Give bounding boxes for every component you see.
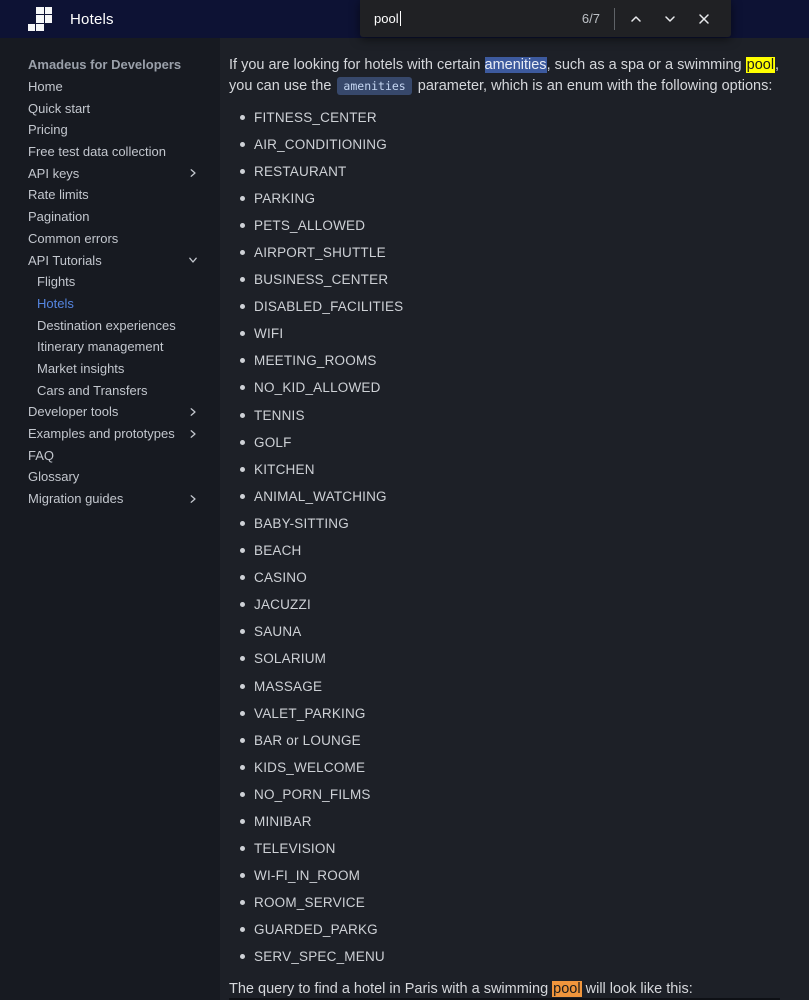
page-title: Hotels [70, 10, 114, 28]
find-query-text: pool [374, 11, 399, 26]
sidebar-nav [0, 38, 220, 1000]
amenity-label: SAUNA [254, 624, 302, 640]
sidebar-item-free-test-data-collection[interactable] [0, 141, 220, 163]
sidebar-item-destination-experiences[interactable] [0, 314, 220, 336]
amenity-label: VALET_PARKING [254, 705, 366, 721]
amenity-label: BAR or LOUNGE [254, 732, 361, 748]
amenity-item-television [229, 835, 780, 862]
sidebar-item-label: Free test data collection [28, 144, 167, 160]
sidebar-item-glossary[interactable] [0, 466, 220, 488]
bullet-icon [240, 304, 245, 309]
sidebar-item-hotels[interactable] [0, 293, 220, 315]
amenity-label: DISABLED_FACILITIES [254, 299, 404, 315]
close-icon [697, 12, 711, 26]
amenity-item-animal-watching [229, 483, 780, 510]
amenity-item-sauna [229, 618, 780, 645]
sidebar-item-api-tutorials[interactable] [0, 249, 220, 271]
amenity-item-airport-shuttle [229, 239, 780, 266]
sidebar-item-label: Flights [37, 274, 76, 290]
sidebar-item-label: Hotels [37, 295, 74, 311]
bullet-icon [240, 467, 245, 472]
sidebar-item-label: FAQ [28, 447, 55, 463]
sidebar-item-label: Migration guides [28, 491, 124, 507]
bullet-icon [240, 927, 245, 932]
amenity-item-beach [229, 537, 780, 564]
amenity-label: BUSINESS_CENTER [254, 272, 389, 288]
find-match-counter: 6/7 [581, 11, 600, 26]
bullet-icon [240, 954, 245, 959]
sidebar-item-label: Market insights [37, 360, 125, 376]
sidebar-item-label: API keys [28, 165, 80, 181]
bullet-icon [240, 115, 245, 120]
bullet-icon [240, 711, 245, 716]
amenity-item-jacuzzi [229, 591, 780, 618]
sidebar-item-common-errors[interactable] [0, 228, 220, 250]
amenity-label: GOLF [254, 434, 292, 450]
bullet-icon [240, 331, 245, 336]
amenity-item-no-porn-films [229, 781, 780, 808]
sidebar-item-pricing[interactable] [0, 119, 220, 141]
sidebar-item-quick-start[interactable] [0, 97, 220, 119]
amenity-label: MASSAGE [254, 678, 323, 694]
bullet-icon [240, 358, 245, 363]
sidebar-item-label: Rate limits [28, 187, 89, 203]
amenity-label: CASINO [254, 570, 307, 586]
amenity-item-tennis [229, 402, 780, 429]
find-next-button[interactable] [653, 3, 687, 35]
sidebar-item-developer-tools[interactable] [0, 401, 220, 423]
amenity-item-no-kid-allowed [229, 374, 780, 401]
chevron-right-icon [188, 407, 198, 417]
sidebar-item-flights[interactable] [0, 271, 220, 293]
chevron-down-icon [188, 255, 198, 265]
bullet-icon [240, 142, 245, 147]
sidebar-item-faq[interactable] [0, 444, 220, 466]
main-content [220, 38, 809, 1000]
bullet-icon [240, 223, 245, 228]
amenity-item-business-center [229, 266, 780, 293]
amenity-label: TENNIS [254, 407, 305, 423]
amadeus-logo-icon[interactable] [28, 7, 52, 31]
sidebar-item-rate-limits[interactable] [0, 184, 220, 206]
find-previous-button[interactable] [619, 3, 653, 35]
chevron-right-icon [188, 168, 198, 178]
amenity-item-casino [229, 564, 780, 591]
amenity-label: KIDS_WELCOME [254, 759, 366, 775]
sidebar-item-label: Examples and prototypes [28, 426, 175, 442]
amenity-label: SOLARIUM [254, 651, 327, 667]
sidebar-item-label: Pagination [28, 209, 90, 225]
bullet-icon [240, 548, 245, 553]
amenity-item-parking [229, 185, 780, 212]
find-input[interactable] [374, 11, 582, 26]
sidebar-item-amadeus-for-developers [0, 54, 220, 76]
bullet-icon [240, 873, 245, 878]
amenity-item-minibar [229, 808, 780, 835]
amenity-label: AIRPORT_SHUTTLE [254, 245, 386, 261]
intro-text-2: , such as a spa or a swimming [546, 57, 746, 73]
amenity-item-wi-fi-in-room [229, 862, 780, 889]
sidebar-item-migration-guides[interactable] [0, 488, 220, 510]
amenity-label: PARKING [254, 190, 316, 206]
sidebar-item-pagination[interactable] [0, 206, 220, 228]
sidebar-item-examples-and-prototypes[interactable] [0, 423, 220, 445]
amenity-label: FITNESS_CENTER [254, 109, 377, 125]
amenity-label: SERV_SPEC_MENU [254, 949, 385, 965]
chevron-down-icon [663, 12, 677, 26]
intro-paragraph [229, 55, 780, 97]
sidebar-item-market-insights[interactable] [0, 358, 220, 380]
outro-text-1: The query to find a hotel in Paris with a swimming [229, 981, 553, 997]
sidebar-item-label: Destination experiences [37, 317, 176, 333]
amenity-label: AIR_CONDITIONING [254, 136, 387, 152]
amenity-label: PETS_ALLOWED [254, 217, 366, 233]
bullet-icon [240, 656, 245, 661]
amenities-list [229, 104, 780, 971]
find-match-active: pool [553, 981, 581, 997]
bullet-icon [240, 819, 245, 824]
chevron-right-icon [188, 429, 198, 439]
amenity-item-wifi [229, 320, 780, 347]
sidebar-item-label: Home [28, 79, 63, 95]
bullet-icon [240, 738, 245, 743]
chevron-right-icon [188, 494, 198, 504]
sidebar-item-label: Developer tools [28, 404, 119, 420]
amenity-label: TELEVISION [254, 841, 336, 857]
amenity-label: ANIMAL_WATCHING [254, 488, 387, 504]
amenity-item-pets-allowed [229, 212, 780, 239]
amenity-label: BEACH [254, 543, 302, 559]
selected-text: amenities [484, 57, 547, 73]
bullet-icon [240, 413, 245, 418]
amenity-item-fitness-center [229, 104, 780, 131]
amenity-item-room-service [229, 889, 780, 916]
amenity-label: NO_KID_ALLOWED [254, 380, 381, 396]
outro-text-2: will look like this: [581, 981, 693, 997]
amenity-label: RESTAURANT [254, 163, 347, 179]
amenities-code-chip: amenities [337, 77, 411, 95]
amenity-label: WI-FI_IN_ROOM [254, 868, 361, 884]
amenity-label: WIFI [254, 326, 284, 342]
bullet-icon [240, 250, 245, 255]
sidebar-item-home[interactable] [0, 76, 220, 98]
amenity-label: GUARDED_PARKG [254, 922, 378, 938]
amenity-item-disabled-facilities [229, 293, 780, 320]
amenity-item-serv-spec-menu [229, 943, 780, 970]
amenity-item-golf [229, 429, 780, 456]
sidebar-item-label: Pricing [28, 122, 68, 138]
amenity-item-restaurant [229, 158, 780, 185]
amenity-label: KITCHEN [254, 461, 315, 477]
sidebar-item-api-keys[interactable] [0, 162, 220, 184]
amenity-item-bar-or-lounge [229, 727, 780, 754]
bullet-icon [240, 684, 245, 689]
amenity-item-air-conditioning [229, 131, 780, 158]
intro-text-1: If you are looking for hotels with certain [229, 57, 485, 73]
bullet-icon [240, 792, 245, 797]
amenity-item-solarium [229, 645, 780, 672]
chevron-up-icon [629, 12, 643, 26]
amenity-item-kids-welcome [229, 754, 780, 781]
amenity-label: BABY-SITTING [254, 515, 349, 531]
amenity-label: MINIBAR [254, 813, 312, 829]
bullet-icon [240, 196, 245, 201]
find-match-inactive: pool [746, 57, 775, 73]
bullet-icon [240, 385, 245, 390]
bullet-icon [240, 440, 245, 445]
intro-text-4: parameter, which is an enum with the following options: [413, 78, 773, 94]
amenity-item-valet-parking [229, 700, 780, 727]
sidebar-item-label: Cars and Transfers [37, 382, 148, 398]
bullet-icon [240, 602, 245, 607]
find-close-button[interactable] [687, 3, 721, 35]
amenity-item-meeting-rooms [229, 347, 780, 374]
bullet-icon [240, 277, 245, 282]
outro-paragraph [229, 981, 780, 998]
sidebar-item-itinerary-management[interactable] [0, 336, 220, 358]
sidebar-item-label: Glossary [28, 469, 80, 485]
amenity-item-guarded-parkg [229, 916, 780, 943]
sidebar-item-label: Amadeus for Developers [28, 57, 182, 73]
intro-text-3: , you can use the [229, 57, 780, 94]
text-caret [400, 11, 401, 26]
bullet-icon [240, 521, 245, 526]
sidebar-item-label: API Tutorials [28, 252, 102, 268]
sidebar-item-label: Itinerary management [37, 339, 164, 355]
amenity-item-massage [229, 672, 780, 699]
bullet-icon [240, 765, 245, 770]
find-bar-divider [614, 8, 615, 30]
amenity-label: ROOM_SERVICE [254, 895, 365, 911]
amenity-label: NO_PORN_FILMS [254, 786, 371, 802]
sidebar-item-label: Common errors [28, 230, 119, 246]
bullet-icon [240, 629, 245, 634]
bullet-icon [240, 575, 245, 580]
amenity-item-kitchen [229, 456, 780, 483]
amenity-item-baby-sitting [229, 510, 780, 537]
amenity-label: JACUZZI [254, 597, 311, 613]
bullet-icon [240, 169, 245, 174]
amenity-label: MEETING_ROOMS [254, 353, 377, 369]
sidebar-item-label: Quick start [28, 100, 91, 116]
bullet-icon [240, 846, 245, 851]
find-bar [360, 0, 731, 37]
bullet-icon [240, 900, 245, 905]
bullet-icon [240, 494, 245, 499]
sidebar-item-cars-and-transfers[interactable] [0, 379, 220, 401]
